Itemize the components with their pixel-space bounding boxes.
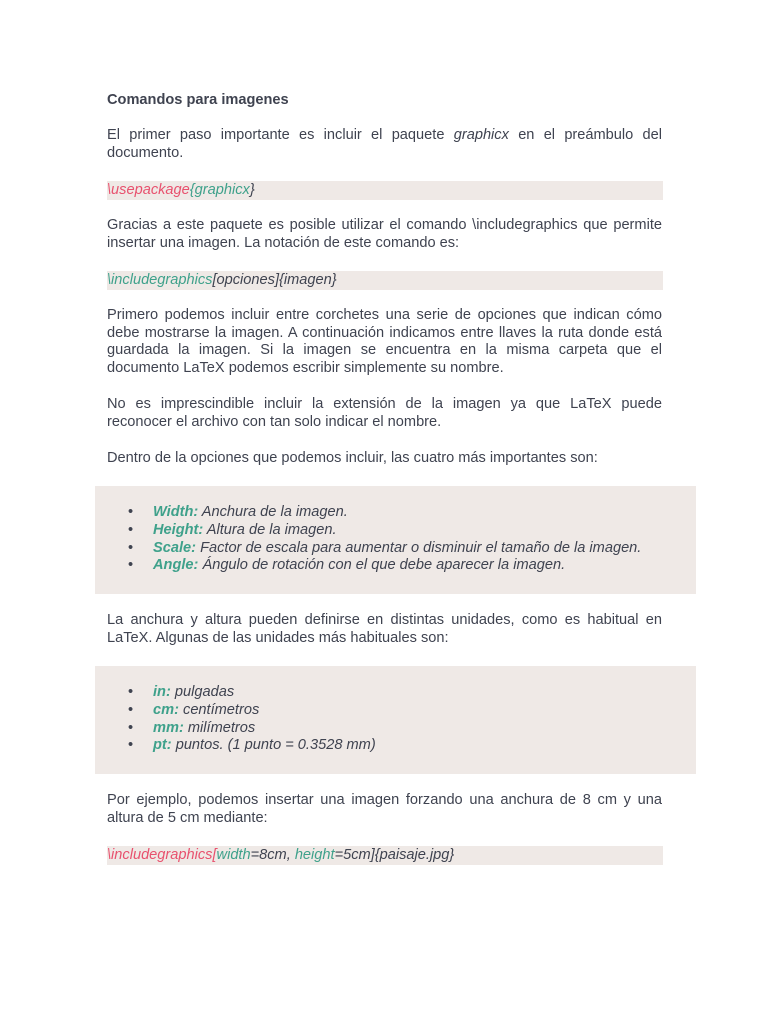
options-box <box>95 486 696 594</box>
list-item <box>95 504 641 522</box>
list-item <box>95 720 376 738</box>
unit-description: milímetros <box>187 719 256 736</box>
paragraph-line: altura de 5 cm mediante: <box>107 809 268 826</box>
unit-term: pt: <box>153 737 172 754</box>
option-description: Ángulo de rotación con el que debe aparecer la imagen. <box>202 557 566 574</box>
list-item <box>95 684 376 702</box>
bullet-icon: • <box>128 521 134 538</box>
text-span: en el preámbulo del <box>518 127 663 143</box>
bullet-icon: • <box>128 701 134 718</box>
code-includegraphics-syntax <box>107 271 663 290</box>
option-description: Altura de la imagen. <box>206 521 337 538</box>
list-item <box>95 540 641 558</box>
paragraph-line <box>107 127 662 145</box>
paragraph-line: debe mostrarse la imagen. A continuación indicamos entre llaves la ruta donde está <box>107 324 662 341</box>
unit-description: centímetros <box>183 701 260 718</box>
list-item <box>95 737 376 755</box>
paragraph-line: documento. <box>107 144 184 161</box>
paragraph-line: insertar una imagen. La notación de este comando es: <box>107 234 460 251</box>
paragraph-line: No es imprescindible incluir la extensión de la imagen ya que LaTeX puede <box>107 396 662 412</box>
bullet-icon: • <box>128 557 134 574</box>
option-description: Factor de escala para aumentar o disminuir el tamaño de la imagen. <box>200 539 642 556</box>
paragraph-line: Gracias a este paquete es posible utilizar el comando \includegraphics que permite <box>107 217 662 233</box>
paragraph-extension <box>107 396 662 431</box>
list-item <box>95 702 376 720</box>
code-command: \includegraphics <box>107 272 213 288</box>
paragraph-options <box>107 307 662 377</box>
text-span: El primer paso importante es incluir el paquete <box>107 127 445 143</box>
code-example <box>107 846 663 865</box>
package-name: graphicx <box>453 127 509 143</box>
options-list <box>95 504 641 575</box>
code-usepackage <box>107 181 663 200</box>
unit-description: pulgadas <box>174 684 235 700</box>
unit-term: in: <box>153 684 171 700</box>
paragraph-line: LaTeX. Algunas de las unidades más habituales son: <box>107 629 449 646</box>
code-argument: graphicx <box>194 182 250 198</box>
bullet-icon: • <box>128 684 134 700</box>
units-box <box>95 666 696 774</box>
option-term: Width: <box>153 504 199 520</box>
list-item <box>95 557 641 575</box>
paragraph-line: documento LaTeX podemos escribir simplemente su nombre. <box>107 359 504 376</box>
paragraph-intro <box>107 127 662 162</box>
section-title: Comandos para imagenes <box>107 92 289 108</box>
paragraph-line: reconocer el archivo con tan solo indicar el nombre. <box>107 413 442 430</box>
paragraph-package <box>107 217 662 252</box>
bullet-icon: • <box>128 719 134 736</box>
option-term: Height: <box>153 521 204 538</box>
paragraph-example <box>107 792 662 827</box>
code-bracket: [ <box>212 847 217 863</box>
code-arguments: [opciones]{imagen} <box>212 272 337 288</box>
units-list <box>95 684 376 755</box>
unit-term: mm: <box>153 719 184 736</box>
paragraph-line: Por ejemplo, podemos insertar una imagen forzando una anchura de 8 cm y una <box>107 792 662 808</box>
option-description: Anchura de la imagen. <box>201 504 348 520</box>
code-key: width <box>216 847 251 863</box>
list-item <box>95 522 641 540</box>
paragraph-list-intro: Dentro de la opciones que podemos incluir, las cuatro más importantes son: <box>107 450 598 466</box>
paragraph-line: guardada la imagen. Si la imagen se encuentra en la misma carpeta que el <box>107 342 662 359</box>
code-value: =8cm, <box>250 847 295 863</box>
code-command: \usepackage <box>107 182 190 198</box>
code-brace: { <box>189 182 195 198</box>
bullet-icon: • <box>128 539 134 556</box>
option-term: Scale: <box>153 539 196 556</box>
code-value: =5cm]{paisaje.jpg} <box>334 847 455 863</box>
bullet-icon: • <box>128 504 134 520</box>
unit-description: puntos. (1 punto = 0.3528 mm) <box>175 737 376 754</box>
code-command: \includegraphics <box>107 847 213 863</box>
unit-term: cm: <box>153 701 179 718</box>
paragraph-units <box>107 612 662 647</box>
code-brace: } <box>249 182 255 198</box>
code-key: height <box>294 847 335 863</box>
paragraph-line: Primero podemos incluir entre corchetes una serie de opciones que indican cómo <box>107 307 662 323</box>
option-term: Angle: <box>153 557 199 574</box>
paragraph-line: La anchura y altura pueden definirse en distintas unidades, como es habitual en <box>107 612 662 628</box>
bullet-icon: • <box>128 737 134 754</box>
